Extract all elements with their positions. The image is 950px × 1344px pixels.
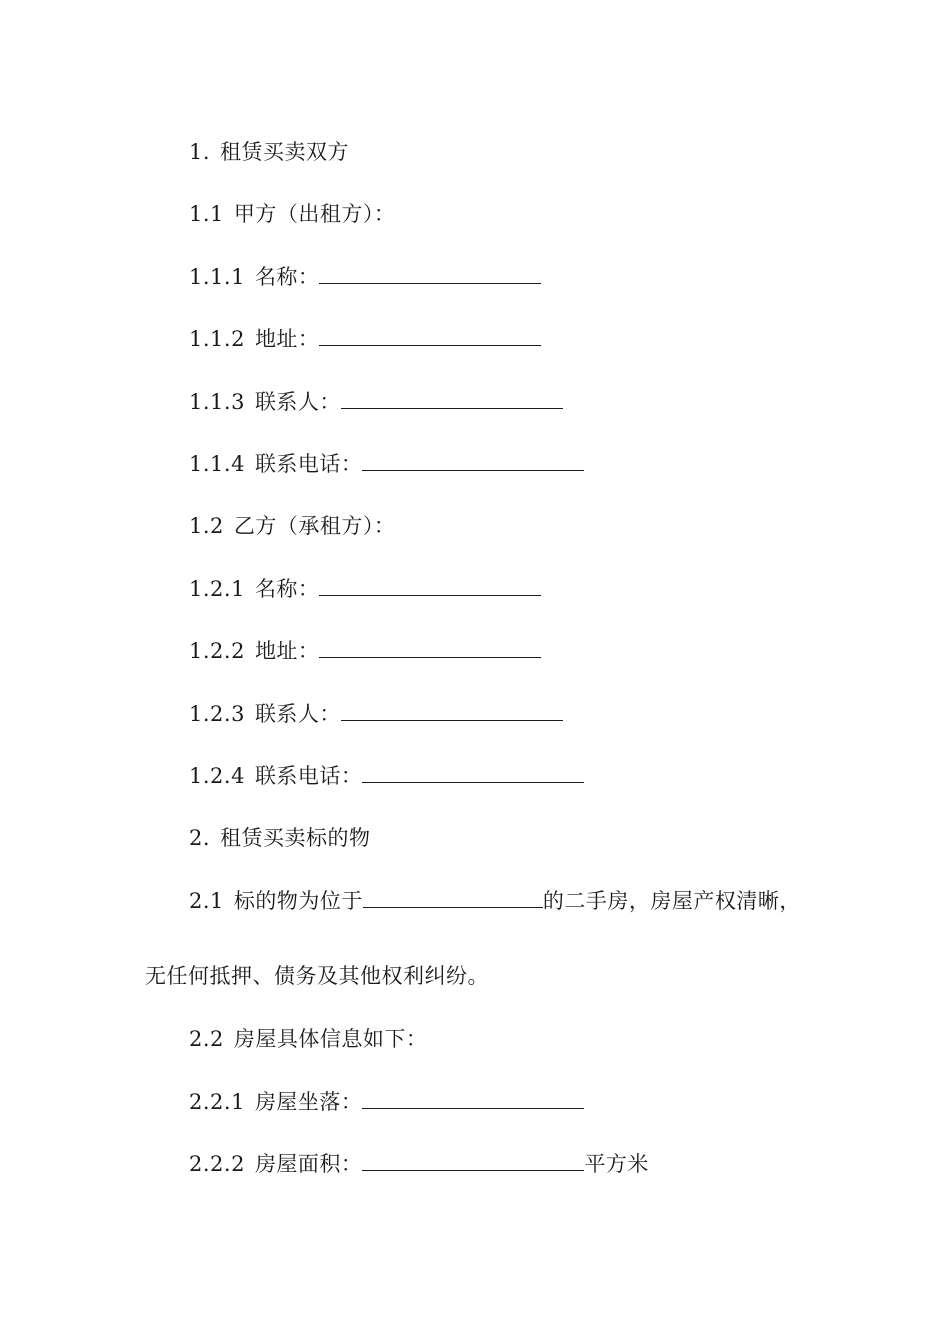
clause-text-continued: 的二手房，房屋产权清晰，	[542, 889, 801, 913]
clause-line	[189, 200, 395, 228]
clause-number: 2.	[189, 826, 211, 850]
clause-number: 1.2.3	[189, 702, 245, 726]
clause-text: 联系电话：	[254, 764, 363, 788]
clause-text: 名称：	[254, 265, 320, 289]
clause-number: 2.2	[189, 1027, 224, 1051]
clause-text: 名称：	[254, 577, 320, 601]
clause-text: 乙方（承租方）：	[233, 514, 396, 538]
clause-text: 标的物为位于	[233, 889, 363, 913]
fill-in-blank	[319, 325, 541, 346]
clause-continuation	[145, 962, 489, 990]
clause-text: 联系人：	[254, 390, 341, 414]
section-heading	[189, 138, 349, 166]
fill-in-blank	[319, 637, 541, 658]
clause-number: 1.2.2	[189, 639, 245, 663]
clause-text: 无任何抵押、债务及其他权利纠纷。	[145, 964, 489, 988]
fill-in-blank	[341, 388, 563, 409]
clause-line	[189, 575, 541, 603]
clause-text: 地址：	[254, 639, 320, 663]
clause-text: 租赁买卖标的物	[220, 826, 371, 850]
clause-text: 租赁买卖双方	[220, 140, 350, 164]
fill-in-blank	[362, 1150, 584, 1171]
clause-text: 甲方（出租方）：	[233, 202, 396, 226]
fill-in-blank	[319, 263, 541, 284]
fill-in-blank	[362, 1088, 584, 1109]
clause-text: 联系电话：	[254, 452, 363, 476]
fill-in-blank	[362, 450, 584, 471]
clause-text: 地址：	[254, 327, 320, 351]
clause-line	[189, 512, 395, 540]
clause-number: 1.1	[189, 202, 224, 226]
unit-label: 平方米	[584, 1152, 649, 1176]
fill-in-blank	[362, 762, 584, 783]
section-heading	[189, 824, 371, 852]
clause-line	[189, 700, 563, 728]
clause-text: 房屋具体信息如下：	[233, 1027, 428, 1051]
clause-number: 1.2.1	[189, 577, 245, 601]
clause-line	[189, 388, 563, 416]
clause-number: 2.2.2	[189, 1152, 245, 1176]
fill-in-blank	[319, 575, 541, 596]
clause-text: 联系人：	[254, 702, 341, 726]
clause-number: 1.1.2	[189, 327, 245, 351]
clause-number: 2.2.1	[189, 1090, 245, 1114]
clause-number: 1.1.3	[189, 390, 245, 414]
clause-number: 2.1	[189, 889, 224, 913]
clause-text: 房屋面积：	[254, 1152, 363, 1176]
clause-line	[189, 325, 541, 353]
clause-line	[189, 263, 541, 291]
clause-line	[189, 1088, 584, 1116]
fill-in-blank	[341, 700, 563, 721]
clause-line	[189, 1025, 427, 1053]
fill-in-blank	[363, 887, 543, 908]
clause-number: 1.1.4	[189, 452, 245, 476]
clause-line	[189, 637, 541, 665]
clause-number: 1.1.1	[189, 265, 245, 289]
clause-line	[189, 450, 584, 478]
clause-number: 1.2	[189, 514, 224, 538]
clause-text: 房屋坐落：	[254, 1090, 363, 1114]
clause-line	[189, 887, 801, 915]
clause-number: 1.	[189, 140, 211, 164]
clause-line	[189, 1150, 649, 1178]
clause-line	[189, 762, 584, 790]
clause-number: 1.2.4	[189, 764, 245, 788]
